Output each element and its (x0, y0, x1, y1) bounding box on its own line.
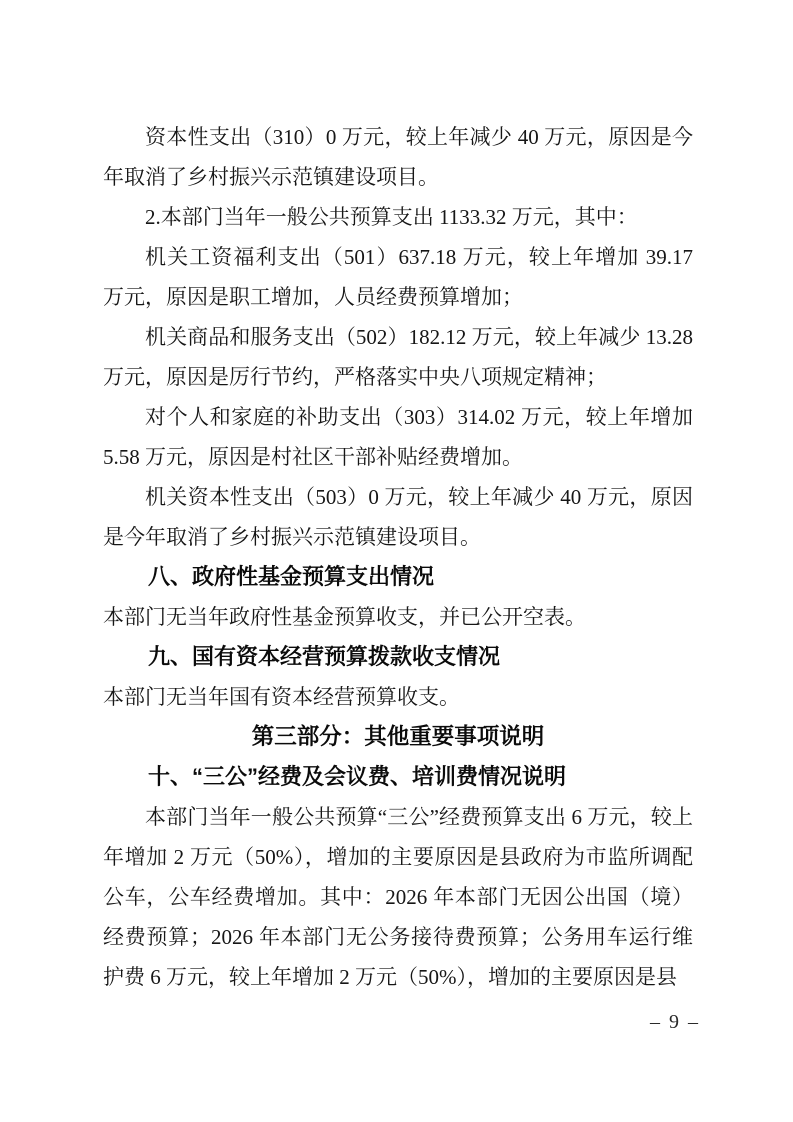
body-paragraph-individual-family-subsidy: 对个人和家庭的补助支出（303）314.02 万元，较上年增加 5.58 万元，原因是村社区干部补贴经费增加。 (103, 405, 693, 469)
body-paragraph-no-state-capital: 本部门无当年国有资本经营预算收支。 (103, 685, 460, 709)
body-paragraph-salary-welfare-expenditure: 机关工资福利支出（501）637.18 万元，较上年增加 39.17 万元，原因是职工增加，人员经费预算增加； (103, 245, 693, 309)
page-number: – 9 – (650, 1011, 700, 1033)
body-paragraph-no-government-fund: 本部门无当年政府性基金预算收支，并已公开空表。 (103, 605, 586, 629)
body-paragraph-agency-capital-expenditure: 机关资本性支出（503）0 万元，较上年减少 40 万元，原因是今年取消了乡村振兴示范镇建设项目。 (103, 485, 693, 549)
body-paragraph-goods-services-expenditure: 机关商品和服务支出（502）182.12 万元，较上年减少 13.28 万元，原因是厉行节约，严格落实中央八项规定精神； (103, 325, 693, 389)
body-paragraph-three-public-budget-details: 本部门当年一般公共预算“三公”经费预算支出 6 万元，较上年增加 2 万元（50%），增加的主要原因是县政府为市监所调配公车，公车经费增加。其中：2026 年本部门无因公出国（境）经费预算；2026 年本部门无公务接待费预算；公务用车运行维护费 6 万元，较上年增加 2 万元（50%），增加的主要原因是县 (103, 805, 693, 989)
heading-section-9-state-capital-budget: 九、国有资本经营预算拨款收支情况 (148, 644, 501, 669)
document-body (103, 117, 693, 997)
heading-section-8-government-fund-budget: 八、政府性基金预算支出情况 (148, 564, 435, 589)
heading-part-3-other-important-matters: 第三部分：其他重要事项说明 (251, 724, 545, 749)
body-paragraph-capital-expenditure: 资本性支出（310）0 万元，较上年减少 40 万元，原因是今年取消了乡村振兴示范镇建设项目。 (103, 125, 693, 189)
body-paragraph-general-budget-total: 2.本部门当年一般公共预算支出 1133.32 万元，其中： (145, 205, 638, 229)
heading-section-10-three-public-expenses: 十、“三公”经费及会议费、培训费情况说明 (148, 764, 567, 789)
